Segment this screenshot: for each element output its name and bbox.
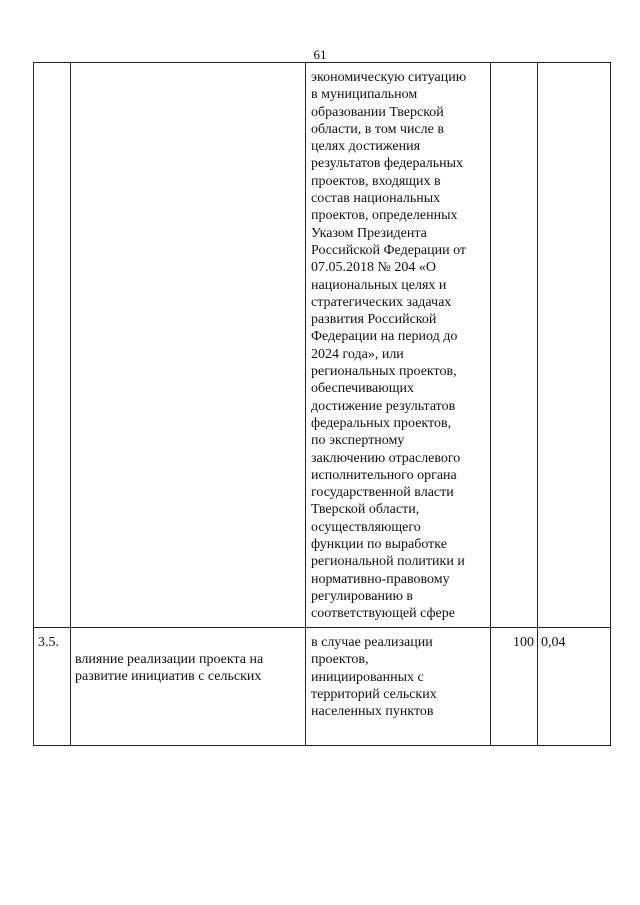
weight-value (538, 63, 610, 69)
item-number: 3.5. (38, 635, 59, 650)
table-row (34, 63, 611, 628)
score-value: 100 (513, 635, 534, 650)
page-number: 61 (313, 47, 327, 62)
weight-value: 0,04 (541, 635, 566, 650)
score-cell (491, 63, 538, 628)
weight-cell (538, 628, 611, 746)
item-number-cell (34, 628, 71, 746)
indicator-cell (71, 63, 306, 628)
indicator-cell (71, 628, 306, 746)
item-number-cell (34, 63, 71, 628)
condition-text: в случае реализации проектов, инициированных с территорий сельских населенных пунктов (311, 635, 437, 720)
condition-cell (306, 628, 491, 746)
criteria-table (33, 62, 611, 746)
score-cell (491, 628, 538, 746)
weight-cell (538, 63, 611, 628)
item-number (34, 63, 70, 69)
indicator-text: влияние реализации проекта на развитие инициатив с сельских (75, 652, 264, 685)
indicator-text (71, 63, 305, 86)
score-value (491, 63, 537, 69)
condition-text: экономическую ситуацию в муниципальном образовании Тверской области, в том числе в целях достижения результатов федеральных проектов, входящих в состав национальных проектов, определенных Указом Президента Российской Федерации от 07.05.2018 № 204 «О национальных целях и стратегических задачах развития Российской Федерации на период до 2024 года», или региональных проектов, обеспечивающих достижение результатов федеральных проектов, по экспертному заключению отраслевого исполнительного органа государственной власти Тверской области, осуществляющего функции по выработке региональной политики и нормативно-правовому регулированию в соответствующей сфере (311, 70, 467, 622)
table-row (34, 628, 611, 746)
condition-cell (306, 63, 491, 628)
